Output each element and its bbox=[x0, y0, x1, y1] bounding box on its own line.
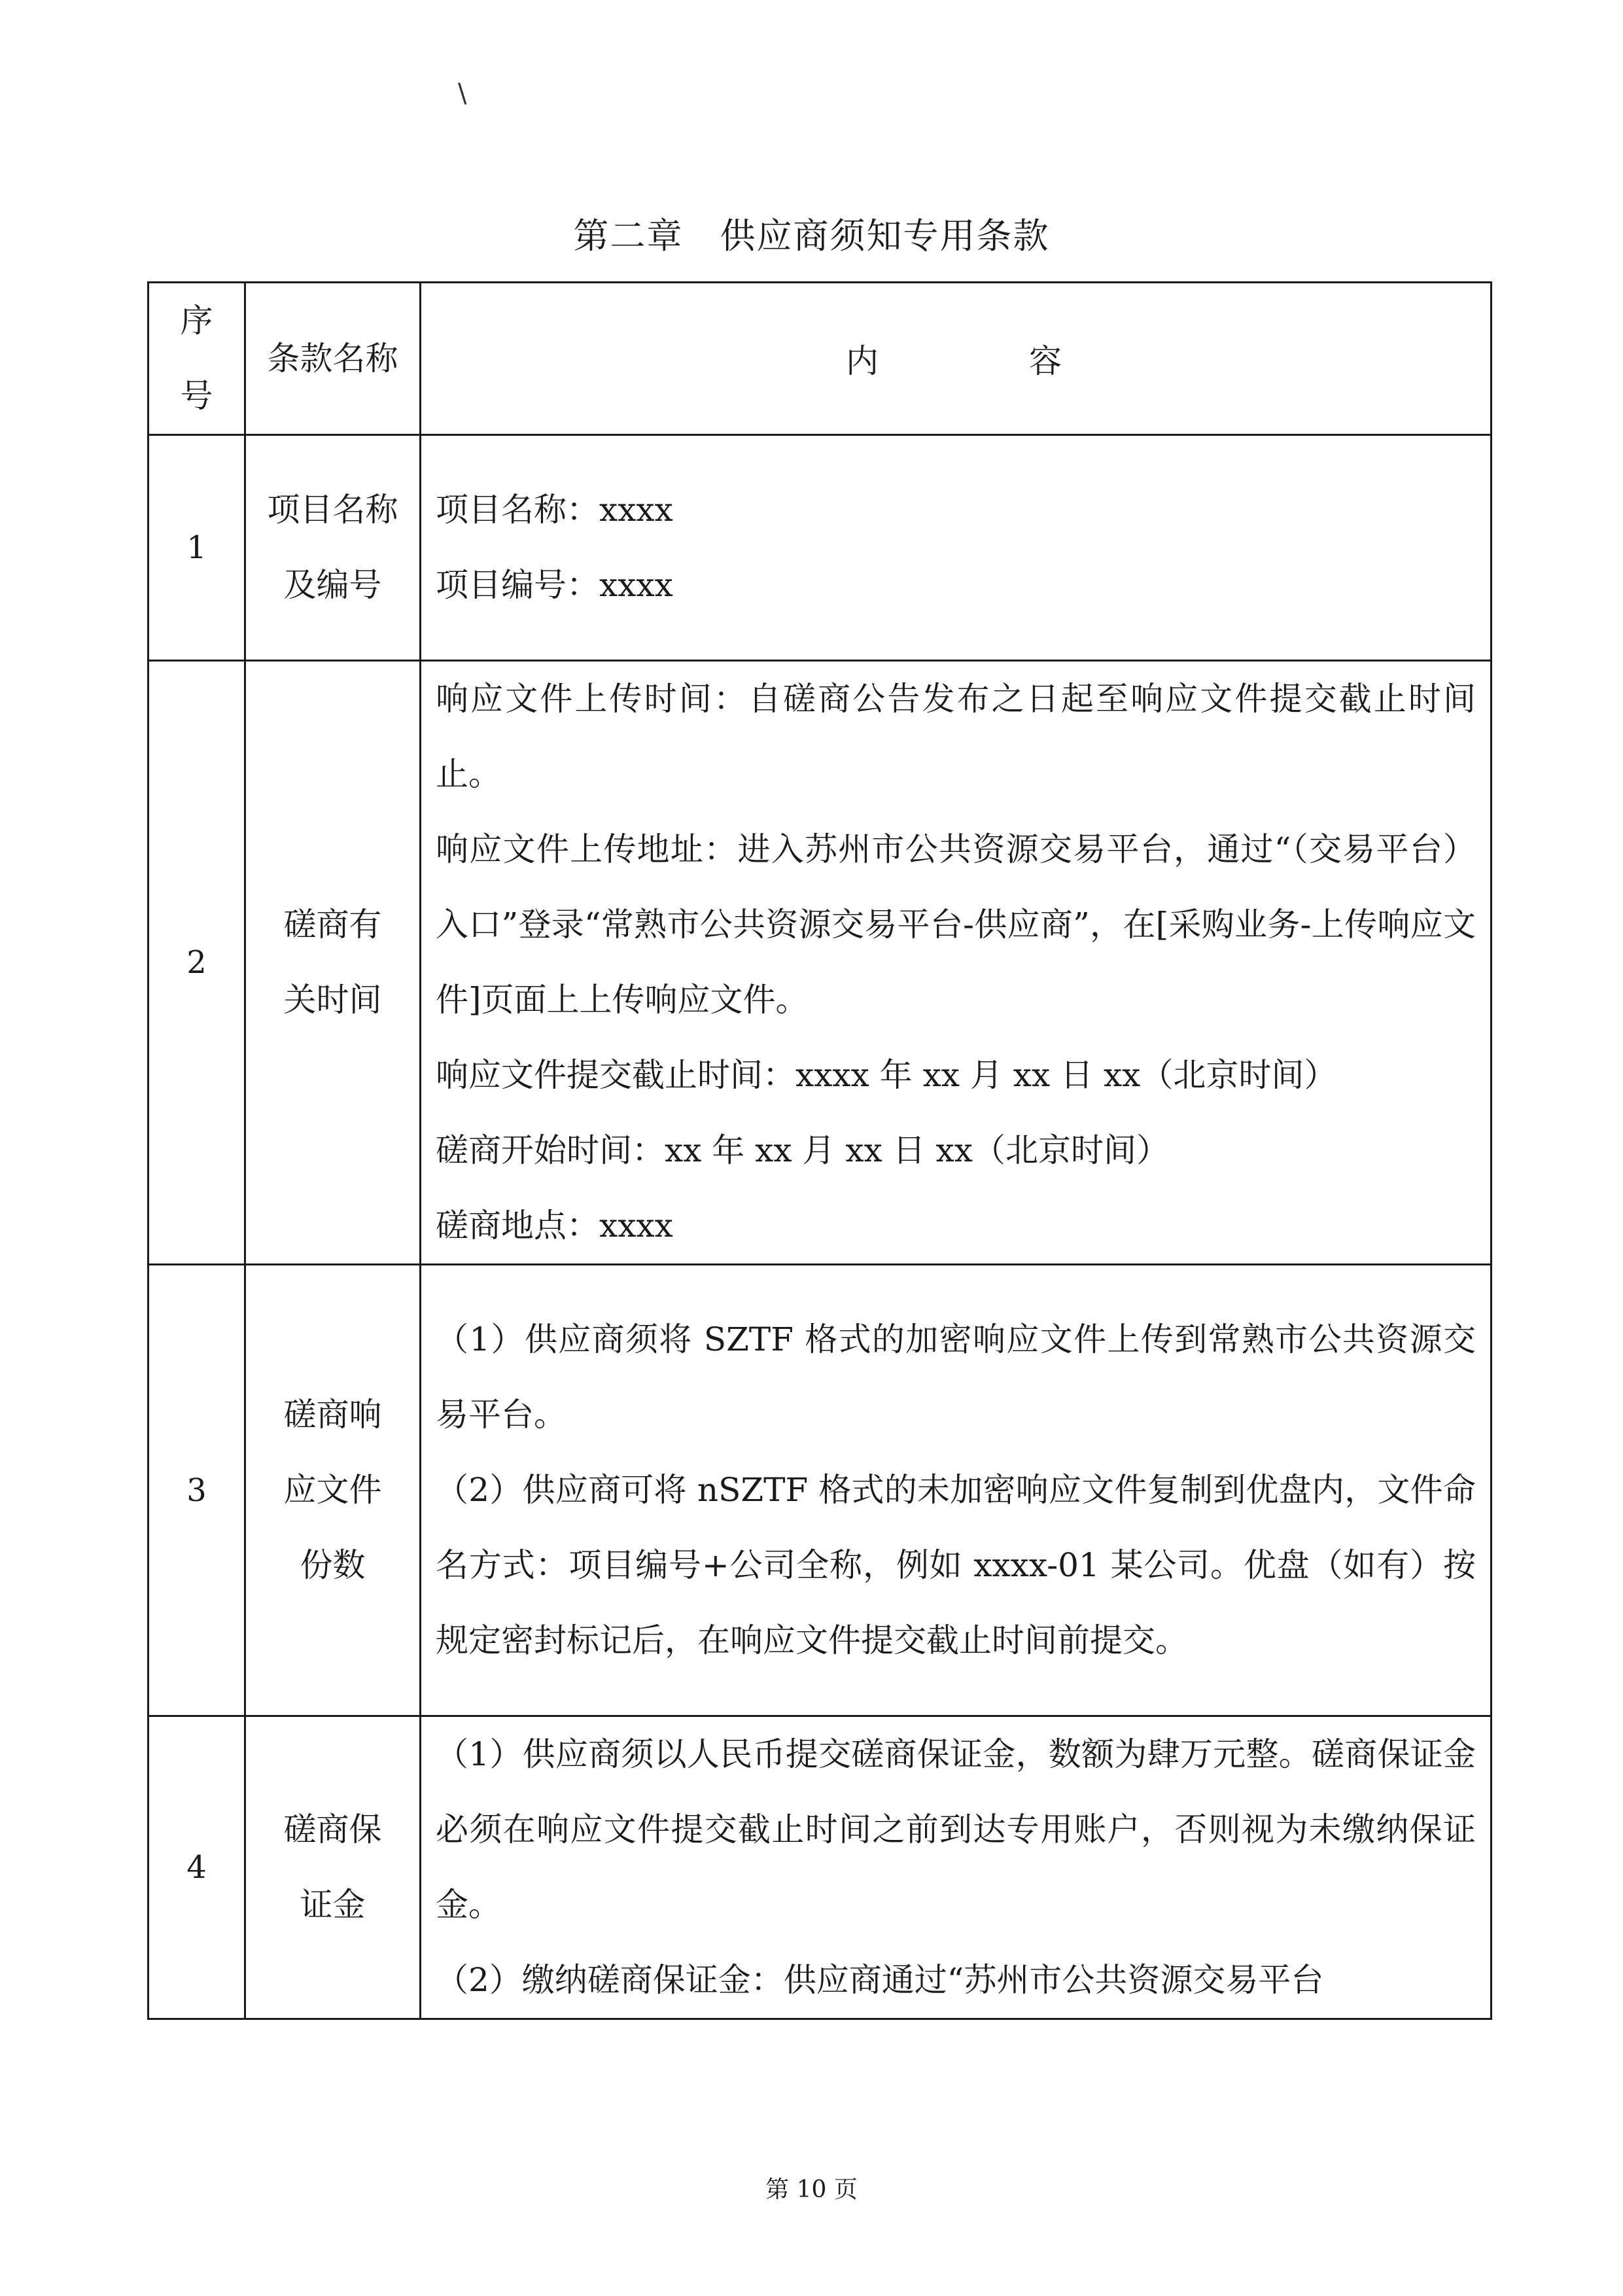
row-clause-name: 磋商有关时间 bbox=[245, 661, 421, 1265]
row-content bbox=[421, 661, 1492, 1265]
content-line: （2）缴纳磋商保证金：供应商通过“苏州市公共资源交易平台 bbox=[436, 1961, 1324, 1999]
row-clause-name: 磋商响应文件份数 bbox=[245, 1265, 421, 1716]
row-number: 3 bbox=[148, 1265, 245, 1716]
content-line: 项目编号：xxxx bbox=[436, 566, 673, 604]
table-row bbox=[148, 661, 1492, 1265]
content-line: 响应文件上传地址：进入苏州市公共资源交易平台，通过“（交易平台）入口”登录“常熟市公共资源交易平台-供应商”，在[采购业务-上传响应文件]页面上上传响应文件。 bbox=[436, 830, 1476, 1019]
row-number: 4 bbox=[148, 1716, 245, 2019]
row-number: 1 bbox=[148, 435, 245, 661]
page-number: 第 10 页 bbox=[765, 2176, 858, 2203]
row-clause-name: 项目名称及编号 bbox=[245, 435, 421, 661]
stray-backslash-mark: \ bbox=[458, 79, 467, 109]
table-header-row bbox=[148, 283, 1492, 435]
header-clause-name: 条款名称 bbox=[245, 283, 421, 435]
content-line: （1）供应商须以人民币提交磋商保证金，数额为肆万元整。磋商保证金必须在响应文件提交截止时间之前到达专用账户，否则视为未缴纳保证金。 bbox=[436, 1735, 1476, 1924]
header-serial-number: 序号 bbox=[148, 283, 245, 435]
content-line: 项目名称：xxxx bbox=[436, 491, 673, 529]
table-row bbox=[148, 435, 1492, 661]
content-line: （1）供应商须将 SZTF 格式的加密响应文件上传到常熟市公共资源交易平台。 bbox=[436, 1320, 1476, 1434]
content-line: 磋商地点：xxxx bbox=[436, 1207, 673, 1245]
table-row bbox=[148, 1265, 1492, 1716]
content-line: （2）供应商可将 nSZTF 格式的未加密响应文件复制到优盘内，文件命名方式：项目编号+公司全称，例如 xxxx-01 某公司。优盘（如有）按规定密封标记后，在响应文件提交截止时间前提交。 bbox=[436, 1471, 1476, 1659]
row-content bbox=[421, 435, 1492, 661]
chapter-title: 第二章 供应商须知专用条款 bbox=[573, 215, 1050, 256]
content-line: 响应文件上传时间：自磋商公告发布之日起至响应文件提交截止时间止。 bbox=[436, 680, 1476, 793]
header-content: 内 容 bbox=[421, 283, 1492, 435]
row-clause-name: 磋商保证金 bbox=[245, 1716, 421, 2019]
row-number: 2 bbox=[148, 661, 245, 1265]
clauses-table bbox=[147, 281, 1492, 2020]
row-content bbox=[421, 1265, 1492, 1716]
content-line: 磋商开始时间：xx 年 xx 月 xx 日 xx（北京时间） bbox=[436, 1131, 1169, 1169]
row-content bbox=[421, 1716, 1492, 2019]
table-row bbox=[148, 1716, 1492, 2019]
content-line: 响应文件提交截止时间：xxxx 年 xx 月 xx 日 xx（北京时间） bbox=[436, 1056, 1337, 1094]
